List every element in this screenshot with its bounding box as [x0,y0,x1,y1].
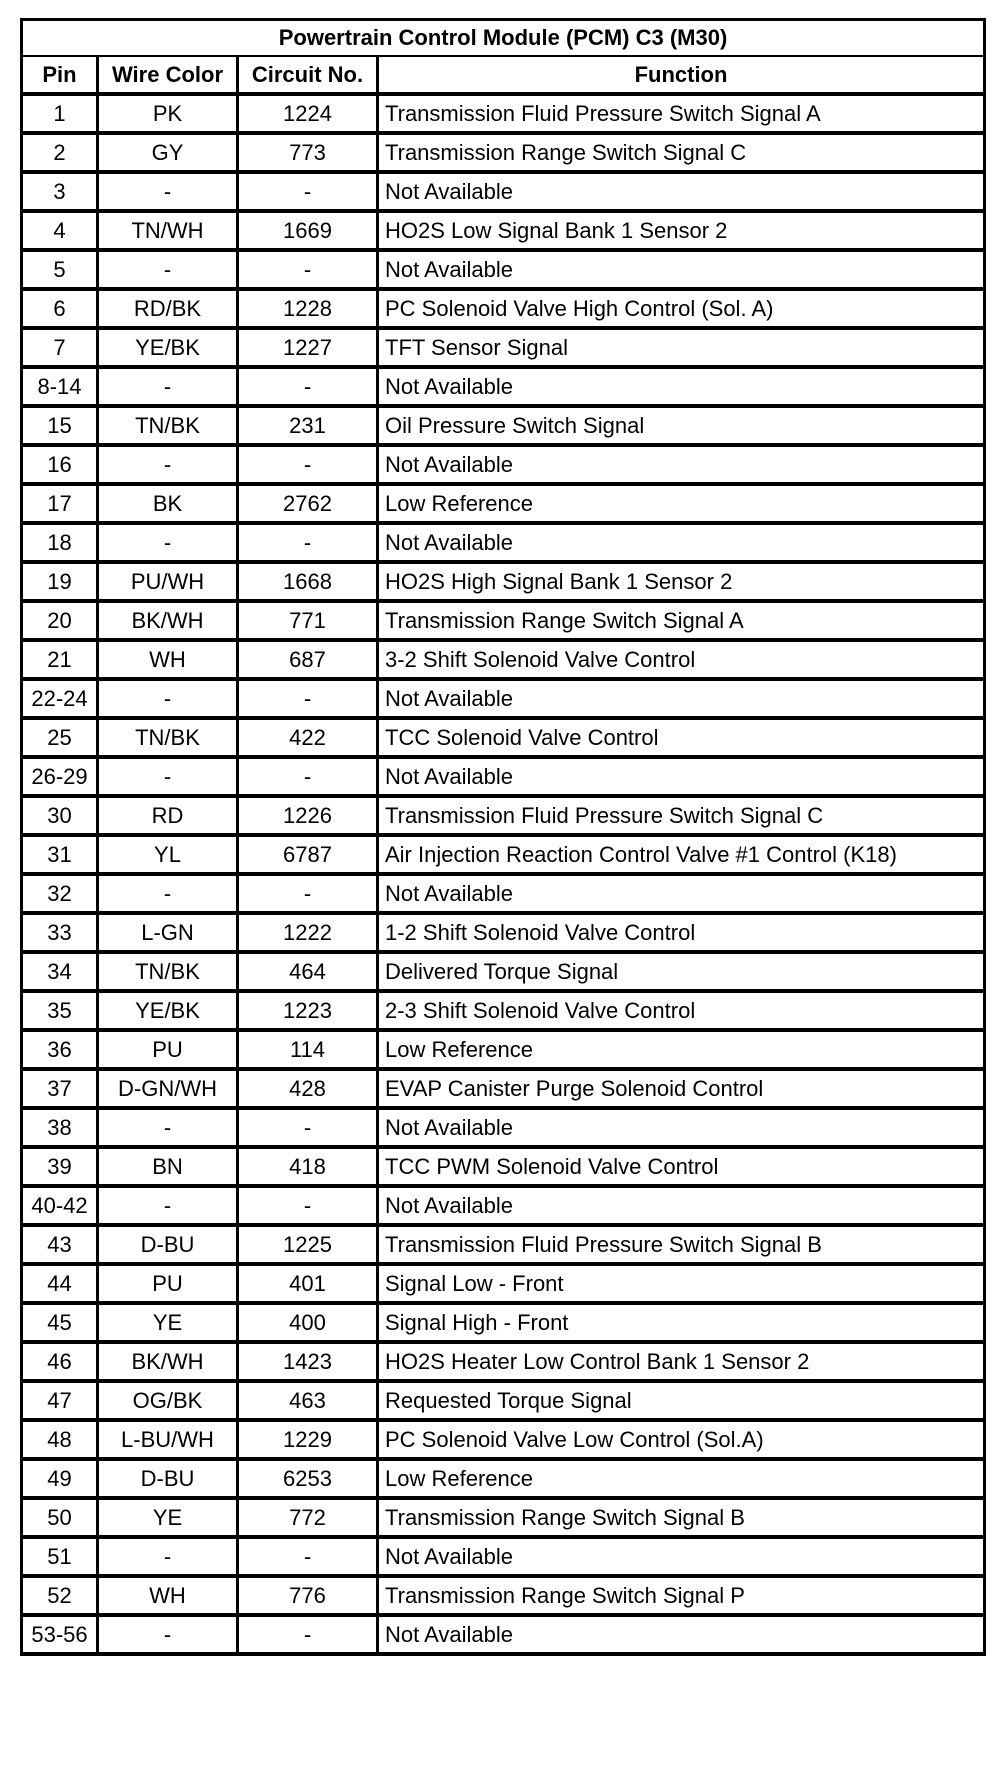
circuit-no-cell: - [238,172,378,211]
function-cell: HO2S Low Signal Bank 1 Sensor 2 [378,211,985,250]
function-cell: Not Available [378,445,985,484]
table-row [22,289,985,328]
function-cell: 3-2 Shift Solenoid Valve Control [378,640,985,679]
table-row [22,640,985,679]
table-title-row [22,20,985,57]
wire-color-cell: WH [98,1576,238,1615]
table-body [22,94,985,1654]
function-cell: Transmission Fluid Pressure Switch Signal B [378,1225,985,1264]
table-row [22,562,985,601]
wire-color-cell: TN/BK [98,952,238,991]
table-row [22,757,985,796]
pin-cell: 6 [22,289,98,328]
wire-color-cell: YL [98,835,238,874]
wire-color-cell: YE [98,1498,238,1537]
pin-cell: 38 [22,1108,98,1147]
function-cell: PC Solenoid Valve Low Control (Sol.A) [378,1420,985,1459]
wire-color-cell: - [98,1108,238,1147]
circuit-no-cell: 231 [238,406,378,445]
pin-cell: 44 [22,1264,98,1303]
wire-color-cell: TN/BK [98,718,238,757]
circuit-no-cell: 6253 [238,1459,378,1498]
circuit-no-cell: - [238,1615,378,1654]
table-row [22,133,985,172]
wire-color-cell: BN [98,1147,238,1186]
function-cell: PC Solenoid Valve High Control (Sol. A) [378,289,985,328]
table-row [22,406,985,445]
pin-cell: 36 [22,1030,98,1069]
function-cell: Low Reference [378,1459,985,1498]
table-row [22,1108,985,1147]
function-cell: TFT Sensor Signal [378,328,985,367]
function-cell: Not Available [378,874,985,913]
table-row [22,796,985,835]
table-row [22,1537,985,1576]
circuit-no-cell: 687 [238,640,378,679]
wire-color-cell: D-BU [98,1459,238,1498]
circuit-no-cell: 1228 [238,289,378,328]
table-row [22,1030,985,1069]
table-title: Powertrain Control Module (PCM) C3 (M30) [22,20,985,57]
circuit-no-cell: 114 [238,1030,378,1069]
circuit-no-cell: 1668 [238,562,378,601]
table-row [22,1225,985,1264]
circuit-no-cell: 422 [238,718,378,757]
table-row [22,1303,985,1342]
circuit-no-cell: 1224 [238,94,378,133]
circuit-no-cell: - [238,679,378,718]
circuit-no-cell: 6787 [238,835,378,874]
pin-cell: 35 [22,991,98,1030]
pin-cell: 51 [22,1537,98,1576]
pin-cell: 8-14 [22,367,98,406]
pin-cell: 2 [22,133,98,172]
circuit-no-cell: - [238,1108,378,1147]
circuit-no-cell: 1222 [238,913,378,952]
circuit-no-cell: 1226 [238,796,378,835]
pin-cell: 31 [22,835,98,874]
function-cell: Transmission Range Switch Signal P [378,1576,985,1615]
wire-color-cell: BK [98,484,238,523]
table-row [22,1459,985,1498]
function-cell: Not Available [378,679,985,718]
pin-cell: 37 [22,1069,98,1108]
circuit-no-cell: - [238,523,378,562]
function-cell: HO2S Heater Low Control Bank 1 Sensor 2 [378,1342,985,1381]
table-row [22,718,985,757]
function-cell: Air Injection Reaction Control Valve #1 Control (K18) [378,835,985,874]
circuit-no-cell: 2762 [238,484,378,523]
wire-color-cell: - [98,874,238,913]
pin-cell: 26-29 [22,757,98,796]
wire-color-cell: GY [98,133,238,172]
circuit-no-cell: 771 [238,601,378,640]
circuit-no-cell: - [238,874,378,913]
wire-color-cell: D-GN/WH [98,1069,238,1108]
table-row [22,1615,985,1654]
pin-cell: 50 [22,1498,98,1537]
table-header-row [22,56,985,94]
function-cell: Not Available [378,250,985,289]
pin-cell: 47 [22,1381,98,1420]
function-cell: Not Available [378,1186,985,1225]
wire-color-cell: YE/BK [98,328,238,367]
wire-color-cell: L-GN [98,913,238,952]
wire-color-cell: TN/BK [98,406,238,445]
wire-color-cell: - [98,679,238,718]
circuit-no-cell: - [238,1537,378,1576]
circuit-no-cell: 1423 [238,1342,378,1381]
pin-cell: 16 [22,445,98,484]
function-cell: Low Reference [378,1030,985,1069]
circuit-no-cell: 1669 [238,211,378,250]
pin-cell: 33 [22,913,98,952]
table-row [22,601,985,640]
circuit-no-cell: 773 [238,133,378,172]
function-cell: Signal High - Front [378,1303,985,1342]
pin-cell: 34 [22,952,98,991]
wire-color-cell: RD/BK [98,289,238,328]
function-cell: Not Available [378,1108,985,1147]
table-row [22,523,985,562]
circuit-no-cell: - [238,1186,378,1225]
function-cell: Delivered Torque Signal [378,952,985,991]
table-row [22,1498,985,1537]
pin-cell: 18 [22,523,98,562]
wire-color-cell: - [98,250,238,289]
wire-color-cell: - [98,1186,238,1225]
circuit-no-cell: 1223 [238,991,378,1030]
function-cell: Signal Low - Front [378,1264,985,1303]
table-row [22,1264,985,1303]
pin-cell: 7 [22,328,98,367]
pcm-connector-table [20,18,986,1656]
table-row [22,211,985,250]
wire-color-cell: PU [98,1030,238,1069]
wire-color-cell: YE/BK [98,991,238,1030]
circuit-no-cell: - [238,367,378,406]
header-pin: Pin [22,56,98,94]
circuit-no-cell: 1227 [238,328,378,367]
table-row [22,484,985,523]
pin-cell: 32 [22,874,98,913]
wire-color-cell: D-BU [98,1225,238,1264]
circuit-no-cell: 464 [238,952,378,991]
pin-cell: 3 [22,172,98,211]
table-row [22,1381,985,1420]
function-cell: Not Available [378,172,985,211]
pin-cell: 46 [22,1342,98,1381]
pin-cell: 39 [22,1147,98,1186]
table-row [22,874,985,913]
wire-color-cell: - [98,445,238,484]
function-cell: Not Available [378,1537,985,1576]
wire-color-cell: PK [98,94,238,133]
function-cell: TCC Solenoid Valve Control [378,718,985,757]
wire-color-cell: - [98,367,238,406]
pin-cell: 30 [22,796,98,835]
wire-color-cell: BK/WH [98,1342,238,1381]
circuit-no-cell: 400 [238,1303,378,1342]
table-row [22,952,985,991]
wire-color-cell: - [98,1615,238,1654]
table-row [22,1576,985,1615]
wire-color-cell: PU/WH [98,562,238,601]
pin-cell: 49 [22,1459,98,1498]
pin-cell: 43 [22,1225,98,1264]
pin-cell: 52 [22,1576,98,1615]
pin-cell: 45 [22,1303,98,1342]
function-cell: Transmission Range Switch Signal A [378,601,985,640]
circuit-no-cell: 401 [238,1264,378,1303]
header-wire-color: Wire Color [98,56,238,94]
function-cell: EVAP Canister Purge Solenoid Control [378,1069,985,1108]
table-row [22,1342,985,1381]
pin-cell: 25 [22,718,98,757]
table-row [22,94,985,133]
circuit-no-cell: 776 [238,1576,378,1615]
table-row [22,835,985,874]
pin-cell: 1 [22,94,98,133]
table-row [22,1186,985,1225]
wire-color-cell: OG/BK [98,1381,238,1420]
table-row [22,991,985,1030]
circuit-no-cell: 418 [238,1147,378,1186]
pin-cell: 22-24 [22,679,98,718]
function-cell: Transmission Range Switch Signal C [378,133,985,172]
pin-cell: 20 [22,601,98,640]
table-row [22,328,985,367]
pin-cell: 15 [22,406,98,445]
wire-color-cell: RD [98,796,238,835]
wire-color-cell: BK/WH [98,601,238,640]
function-cell: Not Available [378,757,985,796]
header-function: Function [378,56,985,94]
table-row [22,172,985,211]
function-cell: Low Reference [378,484,985,523]
circuit-no-cell: 428 [238,1069,378,1108]
function-cell: HO2S High Signal Bank 1 Sensor 2 [378,562,985,601]
table-row [22,445,985,484]
circuit-no-cell: - [238,445,378,484]
table-row [22,1069,985,1108]
table-row [22,913,985,952]
table-row [22,367,985,406]
function-cell: 2-3 Shift Solenoid Valve Control [378,991,985,1030]
pin-cell: 17 [22,484,98,523]
wire-color-cell: TN/WH [98,211,238,250]
pin-cell: 48 [22,1420,98,1459]
function-cell: Transmission Fluid Pressure Switch Signal A [378,94,985,133]
circuit-no-cell: 1229 [238,1420,378,1459]
pin-cell: 4 [22,211,98,250]
function-cell: Not Available [378,1615,985,1654]
header-circuit-no: Circuit No. [238,56,378,94]
circuit-no-cell: 1225 [238,1225,378,1264]
pin-cell: 53-56 [22,1615,98,1654]
function-cell: Transmission Fluid Pressure Switch Signal C [378,796,985,835]
function-cell: Transmission Range Switch Signal B [378,1498,985,1537]
function-cell: Requested Torque Signal [378,1381,985,1420]
function-cell: Not Available [378,367,985,406]
circuit-no-cell: 772 [238,1498,378,1537]
circuit-no-cell: - [238,757,378,796]
function-cell: TCC PWM Solenoid Valve Control [378,1147,985,1186]
table-row [22,1420,985,1459]
table-row [22,1147,985,1186]
pin-cell: 40-42 [22,1186,98,1225]
wire-color-cell: - [98,172,238,211]
pin-cell: 5 [22,250,98,289]
function-cell: 1-2 Shift Solenoid Valve Control [378,913,985,952]
wire-color-cell: PU [98,1264,238,1303]
function-cell: Oil Pressure Switch Signal [378,406,985,445]
wire-color-cell: L-BU/WH [98,1420,238,1459]
wire-color-cell: - [98,757,238,796]
wire-color-cell: - [98,1537,238,1576]
wire-color-cell: YE [98,1303,238,1342]
function-cell: Not Available [378,523,985,562]
circuit-no-cell: - [238,250,378,289]
wire-color-cell: WH [98,640,238,679]
pin-cell: 19 [22,562,98,601]
circuit-no-cell: 463 [238,1381,378,1420]
wire-color-cell: - [98,523,238,562]
table-row [22,679,985,718]
pin-cell: 21 [22,640,98,679]
table-row [22,250,985,289]
